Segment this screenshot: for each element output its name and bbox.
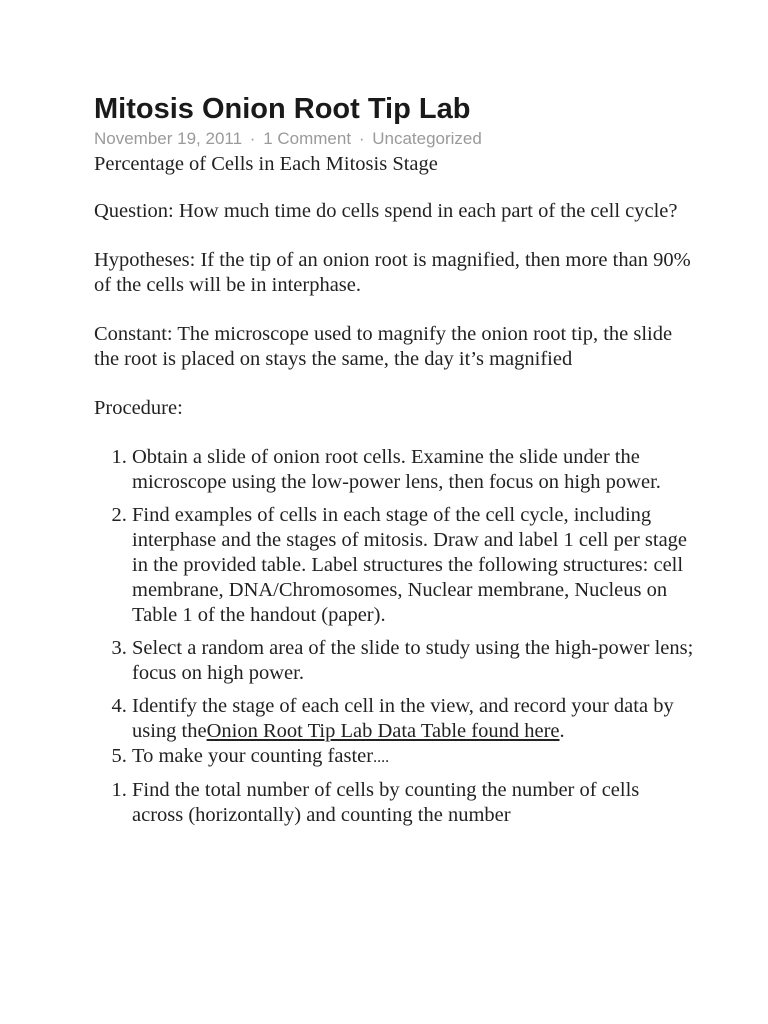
meta-separator: · <box>358 129 365 148</box>
procedure-step: 5. To make your counting faster.... <box>132 744 694 770</box>
post-comments-link[interactable]: 1 Comment <box>263 129 352 148</box>
procedure-step: 3. Select a random area of the slide to study using the high-power lens; focus on high power. <box>132 636 694 686</box>
post-date[interactable]: November 19, 2011 <box>94 129 243 148</box>
post-body <box>94 152 694 421</box>
post-category-link[interactable]: Uncategorized <box>372 129 482 148</box>
hypotheses-paragraph: Hypotheses: If the tip of an onion root is magnified, then more than 90% of the cells will be in interphase. <box>94 249 691 296</box>
procedure-label: Procedure: <box>94 397 183 419</box>
procedure-step: 2. Find examples of cells in each stage of the cell cycle, including interphase and the stages of mitosis. Draw and label 1 cell per stage in the provided table. Label structures the following structures: cell membrane, DNA/Chromosomes, Nuclear membrane, Nucleus on Table 1 of the handout (paper). <box>132 503 694 628</box>
post-subtitle: Percentage of Cells in Each Mitosis Stage <box>94 153 438 175</box>
procedure-step: 4. Identify the stage of each cell in the view, and record your data by using theOnion Root Tip Lab Data Table found here. <box>132 694 694 744</box>
meta-separator: · <box>249 129 256 148</box>
question-paragraph: Question: How much time do cells spend in each part of the cell cycle? <box>94 200 678 222</box>
procedure-steps <box>94 445 694 770</box>
blog-post <box>94 90 694 836</box>
counting-substep: 1. Find the total number of cells by counting the number of cells across (horizontally) and counting the number <box>132 778 694 828</box>
data-table-link[interactable]: Onion Root Tip Lab Data Table found here <box>206 720 560 742</box>
counting-substeps <box>94 778 694 828</box>
procedure-step: 1. Obtain a slide of onion root cells. Examine the slide under the microscope using the low-power lens, then focus on high power. <box>132 445 694 495</box>
post-title[interactable]: Mitosis Onion Root Tip Lab <box>94 93 471 125</box>
constant-paragraph: Constant: The microscope used to magnify the onion root tip, the slide the root is placed on stays the same, the day it’s magnified <box>94 323 673 370</box>
post-meta <box>94 128 694 150</box>
